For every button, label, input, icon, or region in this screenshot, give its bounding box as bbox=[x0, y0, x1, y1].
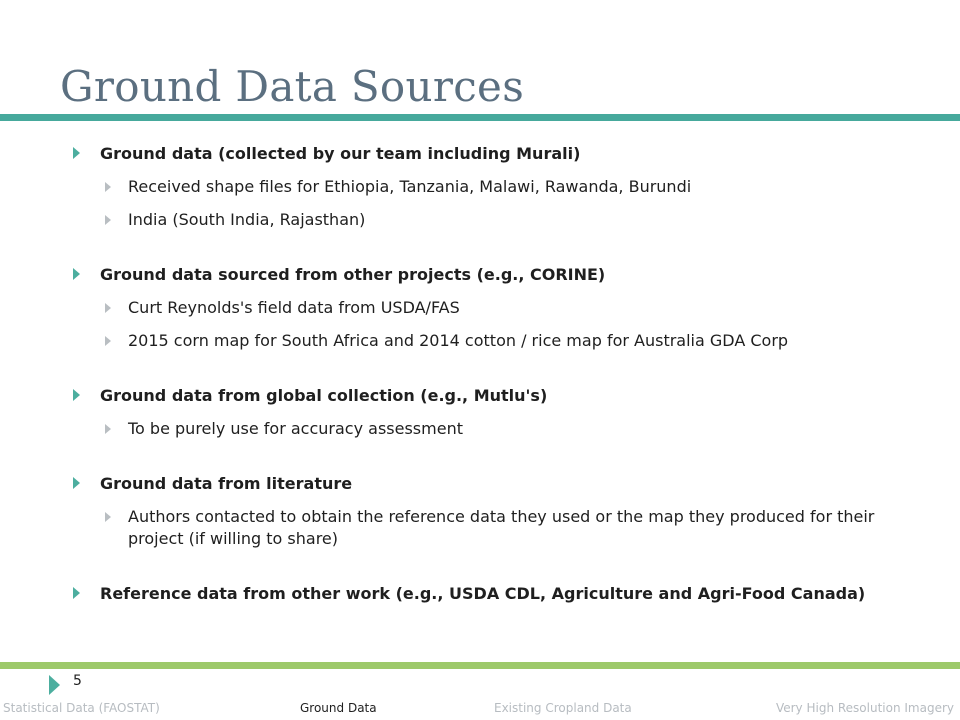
nav-ground-data[interactable]: Ground Data bbox=[300, 701, 377, 715]
bullet-text: Ground data (collected by our team including Murali) bbox=[100, 144, 581, 163]
bullet-arrow-icon bbox=[73, 587, 80, 599]
sub-bullet-curt-reynolds bbox=[72, 297, 932, 319]
bullet-arrow-icon bbox=[73, 389, 80, 401]
bullet-arrow-icon bbox=[73, 268, 80, 280]
nav-statistical-data[interactable]: Statistical Data (FAOSTAT) bbox=[3, 701, 160, 715]
bullet-arrow-icon bbox=[73, 477, 80, 489]
sub-bullet-arrow-icon bbox=[105, 512, 111, 522]
nav-existing-cropland-data[interactable]: Existing Cropland Data bbox=[494, 701, 632, 715]
footer-divider bbox=[0, 662, 960, 669]
sub-bullet-text: Curt Reynolds's field data from USDA/FAS bbox=[128, 298, 460, 317]
sub-bullet-shape-files bbox=[72, 176, 932, 198]
bullet-global-collection bbox=[72, 385, 932, 407]
bullet-text: Reference data from other work (e.g., USDA CDL, Agriculture and Agri-Food Canada) bbox=[100, 584, 866, 603]
sub-bullet-india bbox=[72, 209, 932, 231]
bullet-text: Ground data from literature bbox=[100, 474, 353, 493]
nav-very-high-resolution-imagery[interactable]: Very High Resolution Imagery bbox=[775, 701, 954, 715]
sub-bullet-arrow-icon bbox=[105, 336, 111, 346]
sub-bullet-text: India (South India, Rajasthan) bbox=[128, 210, 366, 229]
sub-bullet-text: To be purely use for accuracy assessment bbox=[128, 419, 463, 438]
sub-bullet-text: 2015 corn map for South Africa and 2014 cotton / rice map for Australia GDA Corp bbox=[128, 331, 789, 350]
sub-bullet-text: Authors contacted to obtain the reference data they used or the map they produced for their project (if willing to share) bbox=[128, 507, 875, 548]
page-marker-icon bbox=[49, 675, 60, 695]
bullet-reference-data bbox=[72, 583, 932, 605]
sub-bullet-arrow-icon bbox=[105, 182, 111, 192]
sub-bullet-arrow-icon bbox=[105, 215, 111, 225]
sub-bullet-arrow-icon bbox=[105, 303, 111, 313]
slide-title: Ground Data Sources bbox=[60, 62, 525, 111]
page-number: 5 bbox=[73, 673, 82, 689]
sub-bullet-text: Received shape files for Ethiopia, Tanzania, Malawi, Rawanda, Burundi bbox=[128, 177, 692, 196]
sub-bullet-arrow-icon bbox=[105, 424, 111, 434]
slide-content bbox=[72, 143, 932, 605]
sub-bullet-accuracy bbox=[72, 418, 932, 440]
bullet-text: Ground data from global collection (e.g., Mutlu's) bbox=[100, 386, 548, 405]
bullet-ground-data-team bbox=[72, 143, 932, 165]
bullet-arrow-icon bbox=[73, 147, 80, 159]
sub-bullet-authors bbox=[72, 506, 908, 550]
sub-bullet-corn-map bbox=[72, 330, 932, 352]
bullet-other-projects bbox=[72, 264, 932, 286]
footer-section-nav bbox=[0, 699, 960, 717]
bullet-literature bbox=[72, 473, 932, 495]
title-divider bbox=[0, 114, 960, 121]
bullet-text: Ground data sourced from other projects (e.g., CORINE) bbox=[100, 265, 606, 284]
